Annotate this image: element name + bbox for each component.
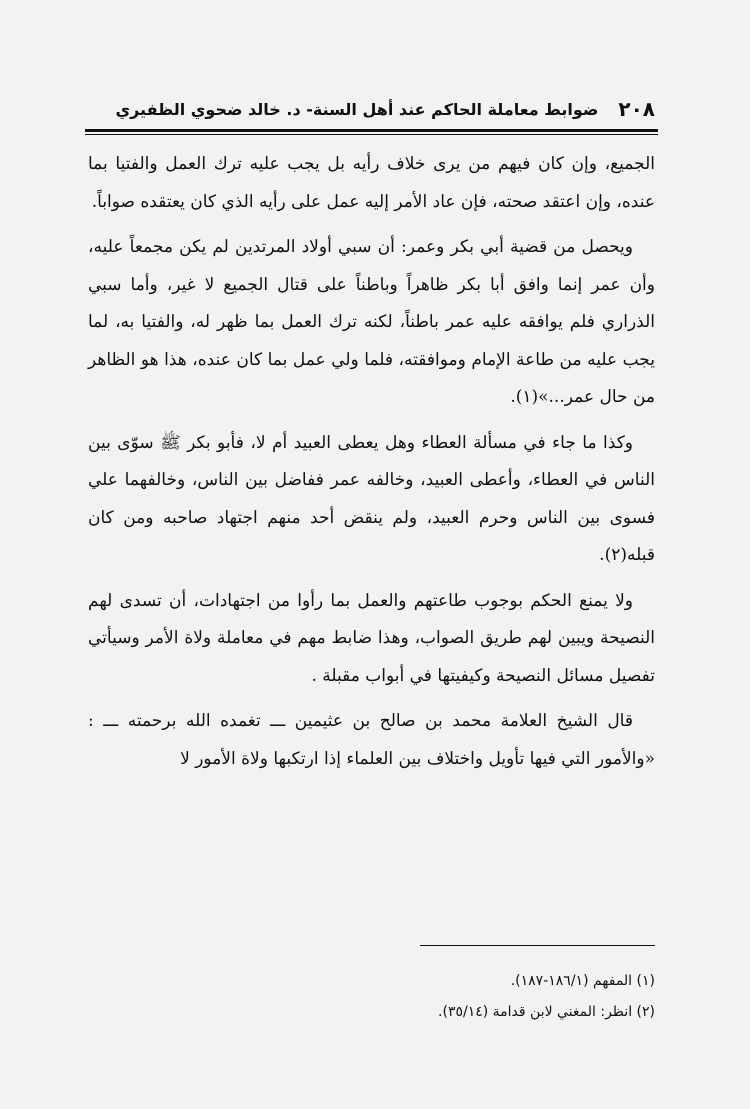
paragraph-3: وكذا ما جاء في مسألة العطاء وهل يعطى العبيد أم لا، فأبو بكر ﷺ سوّى بين الناس في العطاء، وأعطى العبيد، وخالفه عمر ففاضل بين الناس، وخالفهما علي فسوى بين الناس وحرم العبيد، ولم ينقض أحد منهم اجتهاد صاحبه ومن كان قبله(٢). [88, 432, 655, 565]
header-rule-thin [85, 134, 658, 135]
header-rule-thick [85, 129, 658, 132]
paragraph-1: الجميع، وإن كان فيهم من يرى خلاف رأيه بل يجب عليه ترك العمل والفتيا بما عنده، وإن اعتقد صحته، فإن عاد الأمر إليه عمل على رأيه الذي كان يعتقده صواباً. [88, 154, 655, 212]
paragraph-5: قال الشيخ العلامة محمد بن صالح بن عثيمين ـــ تغمده الله برحمته ـــ : «والأمور التي فيها تأويل واختلاف بين العلماء إذا ارتكبها ولاة الأمور لا [88, 711, 655, 769]
body-text [88, 146, 655, 786]
footnote-separator [420, 945, 655, 946]
page-header [85, 92, 655, 126]
footnotes [88, 966, 655, 1028]
paragraph-4: ولا يمنع الحكم بوجوب طاعتهم والعمل بما رأوا من اجتهادات، أن تسدى لهم النصيحة ويبين لهم طريق الصواب، وهذا ضابط مهم في معاملة ولاة الأمر وسيأتي تفصيل مسائل النصيحة وكيفيتها في أبواب مقبلة . [88, 590, 655, 686]
footnote-2: (٢) انظر: المغني لابن قدامة (٣٥/١٤). [438, 1004, 655, 1020]
paragraph-2: ويحصل من قضية أبي بكر وعمر: أن سبي أولاد المرتدين لم يكن مجمعاً عليه، وأن عمر إنما وافق أبا بكر ظاهراً وباطناً على قتال الجميع لا غير، وأما سبي الذراري فلم يوافقه عليه عمر باطناً، لكنه ترك العمل بما ظهر له، والفتيا به، لما يجب عليه من طاعة الإمام وموافقته، فلما ولي عمل بما كان عنده، هذا هو الظاهر من حال عمر...»(١). [88, 237, 655, 407]
running-title: ضوابط معاملة الحاكم عند أهل السنة- د. خالد ضحوي الظفيري [115, 99, 599, 119]
footnote-1: (١) المفهم (١٨٦/١-١٨٧). [510, 973, 655, 989]
page-number: ٢٠٨ [618, 97, 655, 121]
